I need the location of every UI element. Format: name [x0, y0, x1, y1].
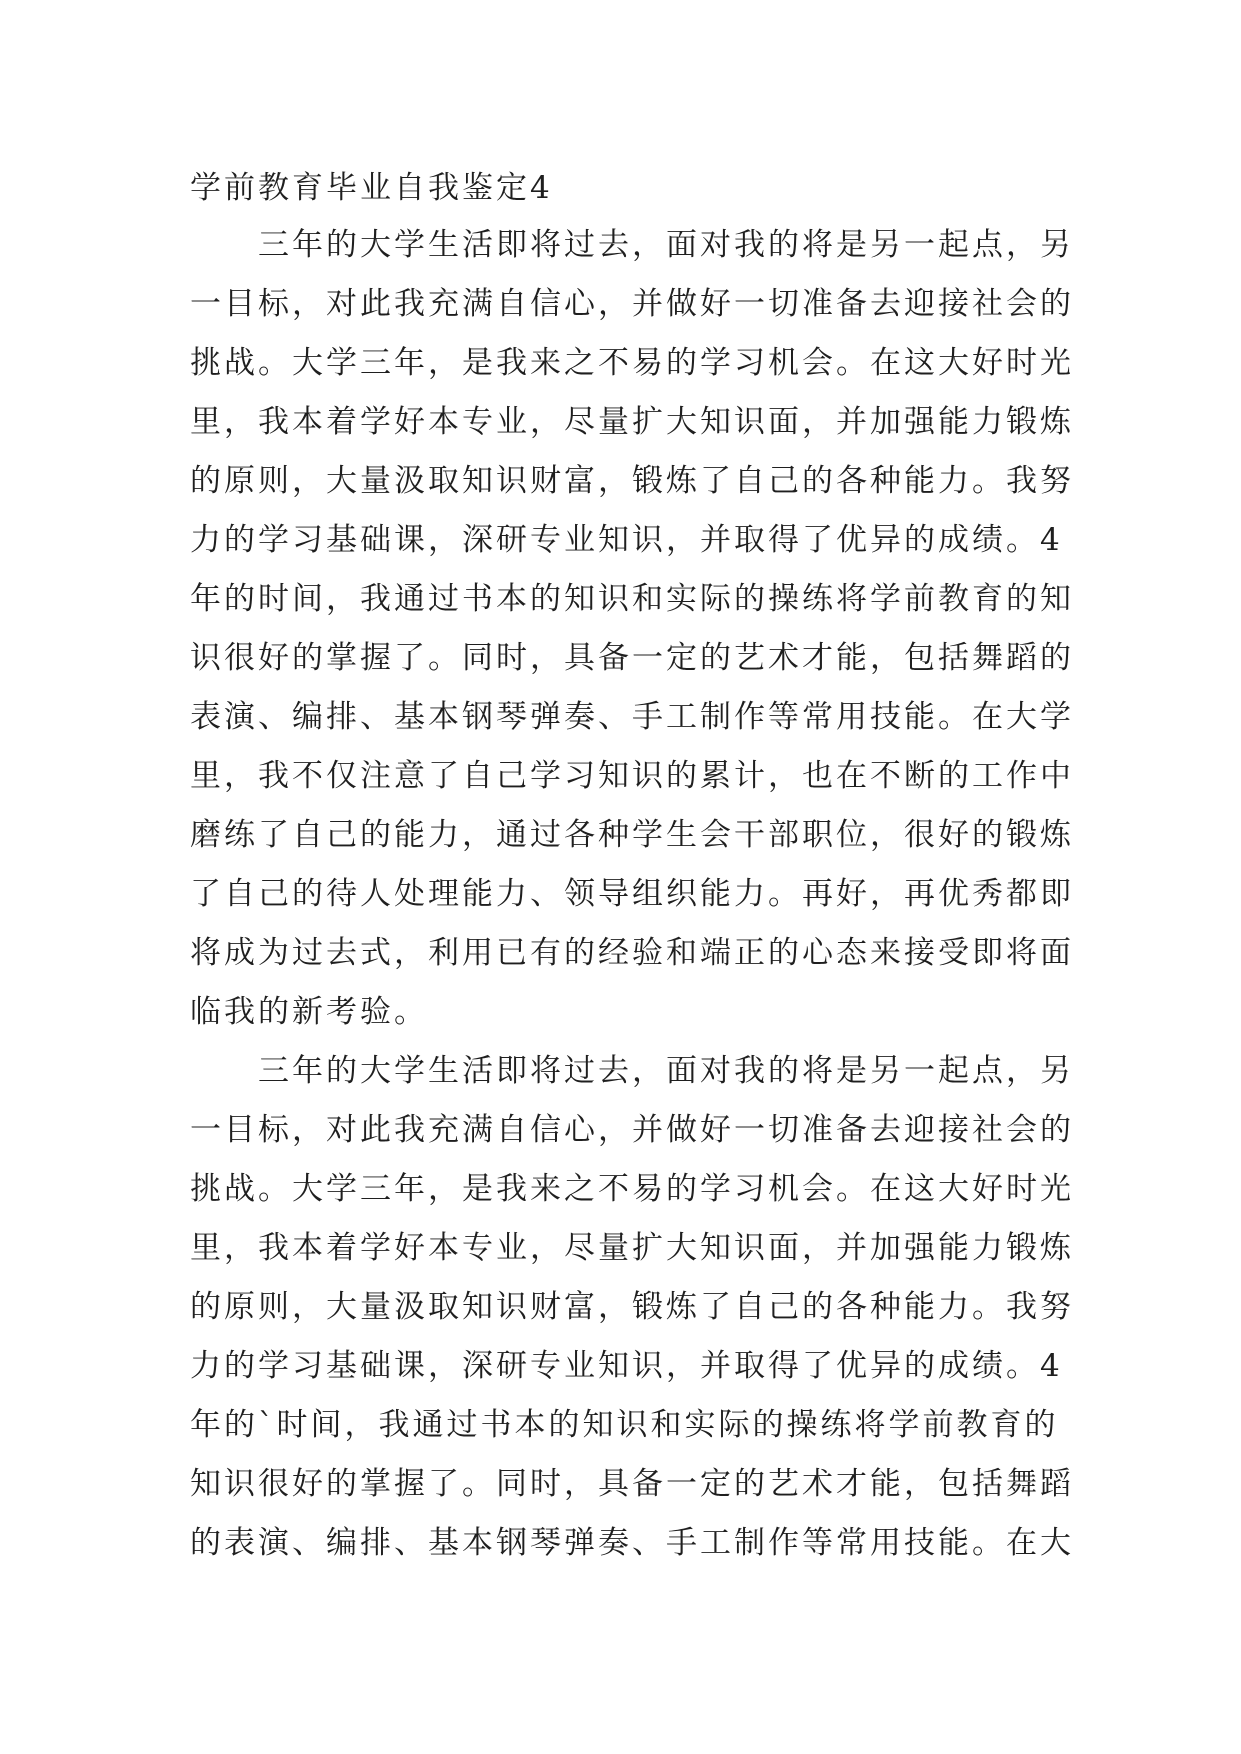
paragraph-line: 挑战。大学三年，是我来之不易的学习机会。在这大好时光: [190, 345, 1074, 381]
paragraph-line: 一目标，对此我充满自信心，并做好一切准备去迎接社会的: [190, 1112, 1074, 1148]
paragraph-line: 的原则，大量汲取知识财富，锻炼了自己的各种能力。我努: [190, 463, 1074, 499]
paragraph-line: 里，我本着学好本专业，尽量扩大知识面，并加强能力锻炼: [190, 1230, 1074, 1266]
paragraph-line: 力的学习基础课，深研专业知识，并取得了优异的成绩。4: [190, 522, 1063, 558]
paragraph-line: 的表演、编排、基本钢琴弹奏、手工制作等常用技能。在大: [190, 1525, 1074, 1561]
paragraph-line: 了自己的待人处理能力、领导组织能力。再好，再优秀都即: [190, 876, 1074, 912]
paragraph-1: [190, 216, 1074, 1042]
paragraph-line: 识很好的掌握了。同时，具备一定的艺术才能，包括舞蹈的: [190, 640, 1074, 676]
paragraph-line: 将成为过去式，利用已有的经验和端正的心态来接受即将面: [190, 935, 1074, 971]
paragraph-line: 三年的大学生活即将过去，面对我的将是另一起点，另: [258, 1053, 1074, 1089]
paragraph-line: 三年的大学生活即将过去，面对我的将是另一起点，另: [258, 227, 1074, 263]
paragraph-line: 挑战。大学三年，是我来之不易的学习机会。在这大好时光: [190, 1171, 1074, 1207]
paragraph-line: 一目标，对此我充满自信心，并做好一切准备去迎接社会的: [190, 286, 1074, 322]
paragraph-line: 年的`时间，我通过书本的知识和实际的操练将学前教育的: [190, 1407, 1059, 1443]
paragraph-2: [190, 1042, 1074, 1573]
paragraph-line: 力的学习基础课，深研专业知识，并取得了优异的成绩。4: [190, 1348, 1063, 1384]
paragraph-line: 临我的新考验。: [190, 994, 428, 1030]
paragraph-line: 的原则，大量汲取知识财富，锻炼了自己的各种能力。我努: [190, 1289, 1074, 1325]
document-page: [190, 160, 1074, 1573]
paragraph-line: 知识很好的掌握了。同时，具备一定的艺术才能，包括舞蹈: [190, 1466, 1074, 1502]
paragraph-line: 表演、编排、基本钢琴弹奏、手工制作等常用技能。在大学: [190, 699, 1074, 735]
paragraph-line: 里，我本着学好本专业，尽量扩大知识面，并加强能力锻炼: [190, 404, 1074, 440]
document-title: 学前教育毕业自我鉴定4: [190, 170, 553, 206]
paragraph-line: 年的时间，我通过书本的知识和实际的操练将学前教育的知: [190, 581, 1074, 617]
paragraph-line: 磨练了自己的能力，通过各种学生会干部职位，很好的锻炼: [190, 817, 1074, 853]
paragraph-line: 里，我不仅注意了自己学习知识的累计，也在不断的工作中: [190, 758, 1074, 794]
